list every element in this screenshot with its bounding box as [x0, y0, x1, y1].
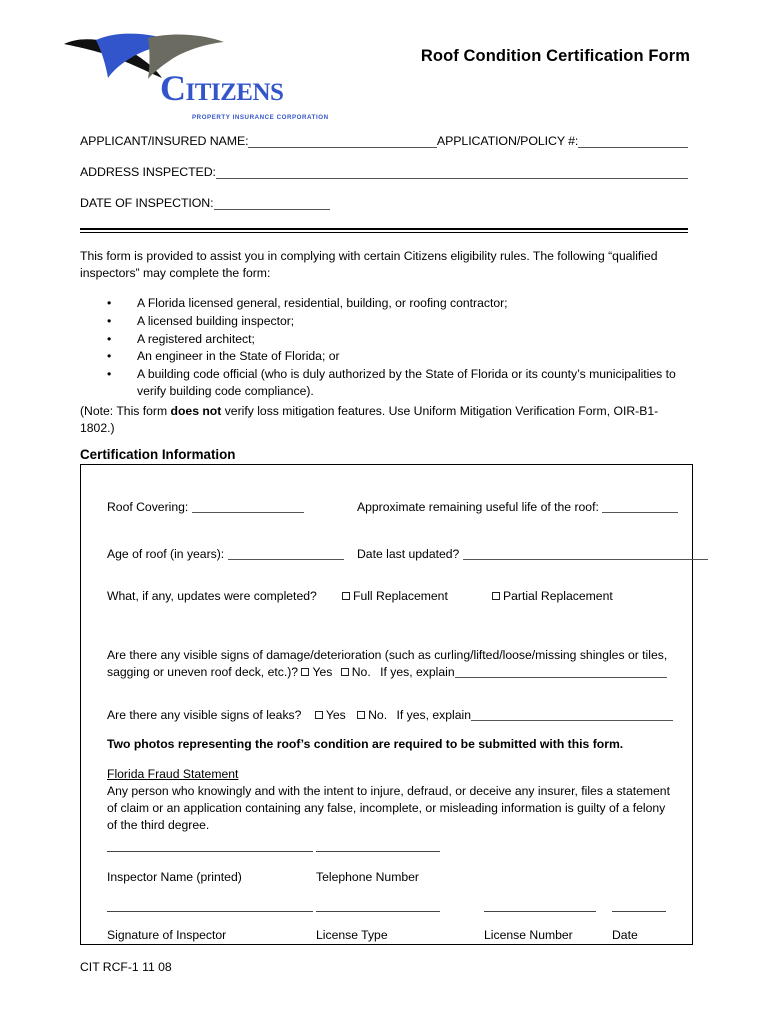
header-divider — [80, 228, 688, 233]
field-row-date — [80, 196, 688, 227]
full-replacement-option[interactable] — [342, 589, 448, 603]
citizens-logo — [62, 28, 362, 121]
license-type-label: License Type — [316, 928, 388, 942]
list-item — [80, 313, 688, 330]
bullet-dot-icon: • — [107, 331, 112, 346]
partial-replacement-label: Partial Replacement — [503, 589, 613, 603]
roof-covering-field — [107, 500, 304, 514]
updates-completed-label: What, if any, updates were completed? — [107, 589, 317, 603]
date-last-updated-input[interactable] — [463, 547, 708, 560]
remaining-life-label: Approximate remaining useful life of the roof: — [357, 500, 599, 514]
qualified-inspectors-list — [80, 295, 688, 401]
note-paragraph — [80, 403, 684, 437]
logo-tagline: PROPERTY INSURANCE CORPORATION — [192, 114, 329, 121]
remaining-life-input[interactable] — [602, 500, 678, 513]
telephone-number-label: Telephone Number — [316, 870, 419, 884]
leaks-yes-checkbox[interactable] — [315, 711, 323, 719]
roof-age-field — [107, 547, 344, 561]
note-text-after: verify loss mitigation features. Use Uniform Mitigation Verification Form, OIR-B1-1802.) — [80, 404, 659, 435]
leaks-no-checkbox[interactable] — [357, 711, 365, 719]
page-header — [0, 0, 768, 121]
bullet-dot-icon: • — [107, 313, 112, 328]
damage-explain-input[interactable] — [455, 665, 667, 678]
roof-age-input[interactable] — [228, 547, 344, 560]
date-label: Date — [612, 928, 638, 942]
page-title: Roof Condition Certification Form — [420, 47, 690, 65]
leaks-question-label: Are there any visible signs of leaks? — [107, 708, 302, 722]
bullet-dot-icon: • — [107, 367, 112, 382]
remaining-life-field — [357, 500, 678, 514]
partial-replacement-checkbox[interactable] — [492, 592, 500, 600]
date-last-updated-label: Date last updated? — [357, 547, 460, 561]
roof-covering-input[interactable] — [192, 500, 304, 513]
date-of-inspection-label: DATE OF INSPECTION: — [80, 196, 214, 210]
field-row-address — [80, 165, 688, 196]
license-number-line[interactable] — [484, 911, 596, 912]
signature-of-inspector-line[interactable] — [107, 911, 313, 912]
list-item — [80, 348, 688, 365]
damage-question-label: Are there any visible signs of damage/deterioration (such as curling/lifted/loose/missing shingles or tiles, sagging or uneven roof deck, etc.)? — [107, 648, 668, 679]
list-item-label: A licensed building inspector; — [137, 313, 295, 328]
date-last-updated-field — [357, 547, 708, 561]
applicant-name-label: APPLICANT/INSURED NAME: — [80, 134, 249, 148]
fraud-statement-text: Any person who knowingly and with the intent to injure, defraud, or deceive any insurer, files a statement of claim or an application containing any false, incomplete, or misleading information is guilty of a felony of the third degree. — [107, 784, 670, 832]
list-item-label: An engineer in the State of Florida; or — [137, 349, 340, 364]
note-text-before: (Note: This form — [80, 404, 171, 418]
date-of-inspection-input[interactable] — [214, 196, 330, 210]
damage-yes-label: Yes — [312, 665, 333, 679]
full-replacement-checkbox[interactable] — [342, 592, 350, 600]
section-title-certification: Certification Information — [80, 447, 236, 462]
full-replacement-label: Full Replacement — [353, 589, 448, 603]
date-line[interactable] — [612, 911, 666, 912]
form-code-footer: CIT RCF-1 11 08 — [80, 960, 172, 974]
applicant-fields — [80, 134, 688, 227]
applicant-name-input[interactable] — [248, 134, 436, 148]
note-text-bold: does not — [170, 404, 222, 418]
leaks-explain-input[interactable] — [471, 708, 673, 721]
list-item-label: A Florida licensed general, residential, building, or roofing contractor; — [137, 296, 508, 310]
list-item-label: A registered architect; — [137, 331, 255, 346]
address-inspected-input[interactable] — [216, 165, 688, 179]
list-item — [80, 331, 688, 348]
photos-requirement-text: Two photos representing the roof’s condition are required to be submitted with this form. — [107, 737, 624, 751]
bullet-dot-icon: • — [107, 296, 112, 310]
inspector-name-label: Inspector Name (printed) — [107, 870, 242, 884]
damage-question-block — [107, 647, 674, 681]
logo-wordmark: Citizens — [160, 68, 284, 108]
inspector-name-line[interactable] — [107, 851, 313, 852]
leaks-no-label: No. — [368, 708, 388, 722]
damage-no-checkbox[interactable] — [341, 668, 349, 676]
address-inspected-label: ADDRESS INSPECTED: — [80, 165, 216, 179]
leaks-question-block — [107, 708, 673, 722]
partial-replacement-option[interactable] — [492, 589, 613, 603]
license-type-line[interactable] — [316, 911, 440, 912]
damage-explain-label: If yes, explain — [380, 665, 455, 679]
list-item — [80, 295, 688, 312]
license-number-label: License Number — [484, 928, 573, 942]
intro-paragraph: This form is provided to assist you in complying with certain Citizens eligibility rules. The following “qualified inspectors” may complete the form: — [80, 249, 658, 280]
list-item — [80, 366, 688, 401]
leaks-yes-label: Yes — [325, 708, 346, 722]
bullet-dot-icon: • — [107, 349, 112, 364]
field-row-applicant — [80, 134, 688, 165]
certification-information-box — [80, 464, 693, 945]
signature-of-inspector-label: Signature of Inspector — [107, 928, 227, 942]
roof-covering-label: Roof Covering: — [107, 500, 189, 514]
leaks-explain-label: If yes, explain — [396, 708, 471, 722]
fraud-statement-heading: Florida Fraud Statement — [107, 767, 239, 781]
telephone-number-line[interactable] — [316, 851, 440, 852]
policy-number-input[interactable] — [578, 134, 688, 148]
damage-yes-checkbox[interactable] — [301, 668, 309, 676]
policy-number-label: APPLICATION/POLICY #: — [436, 134, 579, 148]
damage-no-label: No. — [351, 665, 371, 679]
roof-age-label: Age of roof (in years): — [107, 547, 225, 561]
list-item-label: A building code official (who is duly authorized by the State of Florida or its county’s municipalities to verify building code compliance). — [137, 367, 676, 399]
